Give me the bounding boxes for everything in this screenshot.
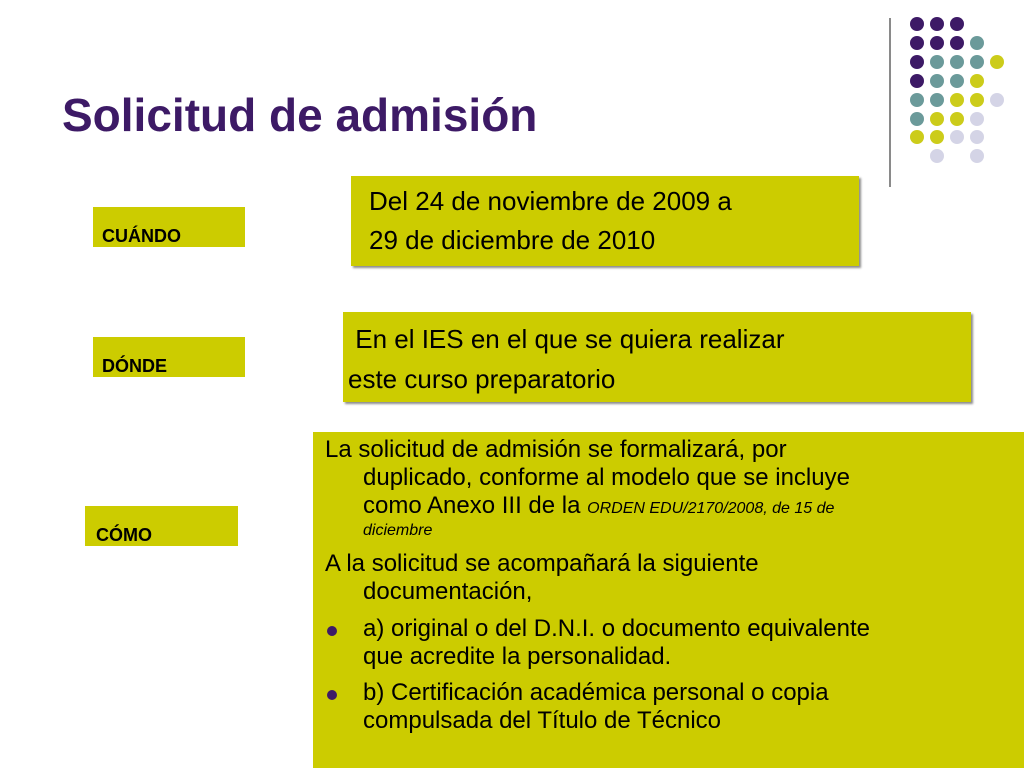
cuando-line: Del 24 de noviembre de 2009 a — [369, 186, 732, 216]
text-line: b) Certificación académica personal o copia — [363, 679, 829, 706]
dot-purple — [950, 17, 964, 31]
order-reference: ORDEN EDU/2170/2008, de 15 de — [587, 500, 835, 517]
bullet-item-certificacion — [325, 679, 1015, 735]
dot-lavender — [970, 149, 984, 163]
vertical-divider — [889, 18, 891, 187]
donde-info-box — [343, 312, 971, 402]
dot-teal — [910, 93, 924, 107]
cuando-label: CUÁNDO — [102, 226, 181, 246]
slide-title: Solicitud de admisión — [62, 89, 538, 141]
text-line: a) original o del D.N.I. o documento equivalente — [363, 615, 870, 642]
cuando-label-box — [93, 207, 245, 247]
dot-teal — [970, 55, 984, 69]
dot-lavender — [930, 149, 944, 163]
dot-olive — [970, 93, 984, 107]
dot-lavender — [970, 130, 984, 144]
como-label-box — [85, 506, 238, 546]
text-line: documentación, — [363, 578, 533, 605]
text-line — [325, 492, 1015, 520]
bullet-item-dni — [325, 615, 1015, 671]
dot-olive — [970, 74, 984, 88]
donde-label-box — [93, 337, 245, 377]
como-label: CÓMO — [96, 525, 152, 545]
dot-purple — [910, 17, 924, 31]
dot-olive — [950, 112, 964, 126]
dot-teal — [910, 112, 924, 126]
dot-lavender — [990, 93, 1004, 107]
dot-teal — [930, 74, 944, 88]
donde-label: DÓNDE — [102, 356, 168, 376]
dot-teal — [950, 74, 964, 88]
dot-teal — [950, 55, 964, 69]
dot-lavender — [970, 112, 984, 126]
donde-line: En el IES en el que se quiera realizar — [348, 324, 785, 354]
dot-purple — [910, 74, 924, 88]
dot-teal — [970, 36, 984, 50]
text-line-inline: como Anexo III de la — [363, 492, 588, 519]
dot-teal — [930, 55, 944, 69]
dot-purple — [950, 36, 964, 50]
paragraph-documentacion — [325, 550, 1015, 606]
dot-lavender — [950, 130, 964, 144]
paragraph-solicitud — [325, 436, 1015, 542]
cuando-info-box — [351, 176, 859, 266]
dot-olive — [950, 93, 964, 107]
text-line: compulsada del Título de Técnico — [363, 707, 721, 734]
dot-purple — [930, 17, 944, 31]
text-line: duplicado, conforme al modelo que se incluye — [363, 464, 850, 491]
dot-olive — [930, 130, 944, 144]
cuando-line: 29 de diciembre de 2010 — [369, 225, 656, 255]
dot-purple — [910, 36, 924, 50]
dot-olive — [910, 130, 924, 144]
dot-purple — [910, 55, 924, 69]
dot-purple — [930, 36, 944, 50]
order-reference-cont: diciembre — [363, 522, 433, 539]
text-line: que acredite la personalidad. — [363, 643, 672, 670]
donde-line: este curso preparatorio — [348, 364, 616, 394]
dot-teal — [930, 93, 944, 107]
dot-olive — [990, 55, 1004, 69]
dot-olive — [930, 112, 944, 126]
text-line: La solicitud de admisión se formalizará, por — [325, 436, 787, 463]
como-info-box — [313, 432, 1024, 768]
text-line: A la solicitud se acompañará la siguiente — [325, 550, 759, 577]
